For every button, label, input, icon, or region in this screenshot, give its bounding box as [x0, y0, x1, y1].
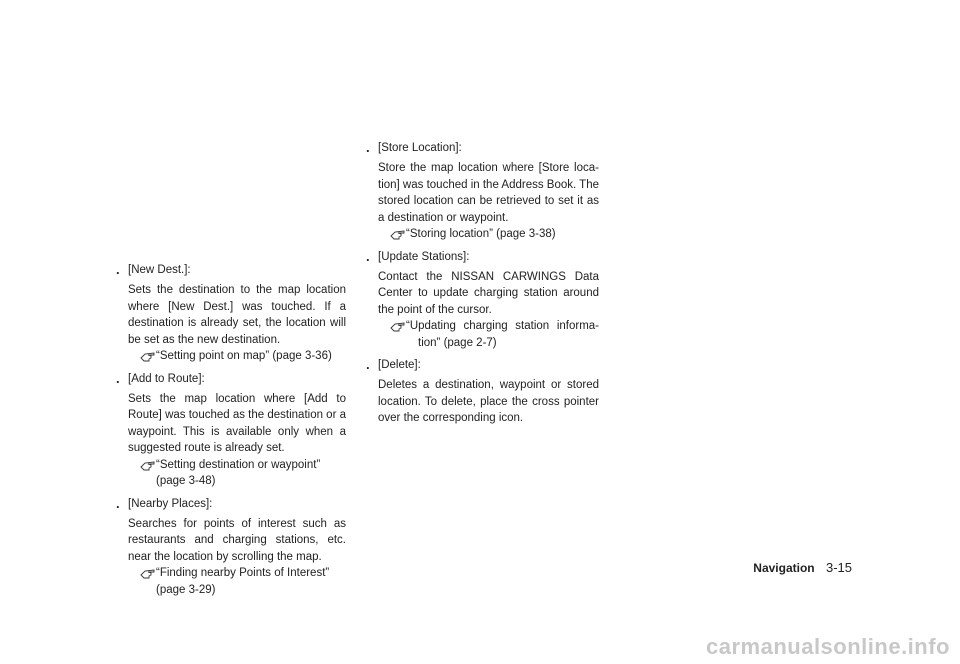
bullet: .	[116, 370, 120, 386]
entry-title: [New Dest.]:	[128, 264, 191, 276]
entry-title: [Delete]:	[378, 359, 421, 371]
entry-store-location	[364, 140, 599, 243]
entry-update-stations	[364, 249, 599, 352]
left-column	[114, 262, 346, 604]
page-reference-text: “Setting destination or waypoint”	[156, 458, 321, 471]
entry-nearby-places	[114, 496, 346, 599]
page-reference	[128, 348, 346, 365]
entry-body: Sets the destination to the map location where [New Dest.] was touched. If a destination is already set, the location will be set as the new destination.	[128, 284, 346, 346]
page-reference	[128, 457, 346, 490]
right-column	[364, 140, 599, 433]
entry-new-dest	[114, 262, 346, 365]
pointing-hand-icon	[140, 567, 156, 579]
bullet: .	[116, 262, 120, 277]
entry-title: [Add to Route]:	[128, 372, 205, 385]
page-reference-page: (page 3-48)	[156, 475, 216, 487]
section-name: Navigation	[753, 561, 815, 575]
entry-body: Sets the map location where [Add to Route] was touched as the destination or a waypoint. This is available only when a suggested route is already set.	[128, 392, 347, 454]
page-reference	[378, 226, 599, 243]
pointing-hand-icon	[140, 459, 156, 471]
entry-body: Store the map location where [Store loca-tion] was touched in the Address Book. The stored location can be retrieved to set it as a destination or waypoint.	[378, 162, 599, 224]
entry-title: [Nearby Places]:	[128, 497, 213, 510]
page-number: 3-15	[825, 560, 852, 575]
entry-delete	[364, 357, 599, 427]
entry-body: Contact the NISSAN CARWINGS Data Center to update charging station around the point of the cursor.	[378, 270, 599, 316]
page-reference	[378, 318, 599, 351]
pointing-hand-icon	[390, 228, 406, 240]
page-reference-text: “Updating charging station informa-tion” (page 2-7)	[406, 320, 599, 349]
bullet: .	[366, 357, 370, 372]
page-reference-text: “Storing location” (page 3-38)	[406, 228, 556, 240]
entry-body: Searches for points of interest such as restaurants and charging stations, etc. near the location by scrolling the map.	[128, 517, 346, 563]
bullet: .	[116, 495, 120, 511]
pointing-hand-icon	[140, 350, 156, 362]
pointing-hand-icon	[390, 320, 406, 332]
bullet: .	[366, 140, 370, 155]
entry-body: Deletes a destination, waypoint or stored location. To delete, place the cross pointer over the corresponding icon.	[378, 379, 599, 424]
page-reference-text: “Finding nearby Points of Interest”	[156, 567, 330, 579]
entry-add-to-route	[114, 371, 346, 490]
page-reference	[128, 565, 346, 598]
watermark: carmanualsonline.info	[706, 634, 950, 659]
entry-title: [Store Location]:	[378, 142, 462, 154]
page-footer	[753, 560, 852, 575]
entry-title: [Update Stations]:	[378, 250, 470, 263]
bullet: .	[366, 248, 370, 264]
page-reference-page: (page 3-29)	[156, 583, 216, 596]
page-reference-text: “Setting point on map” (page 3-36)	[156, 350, 332, 362]
